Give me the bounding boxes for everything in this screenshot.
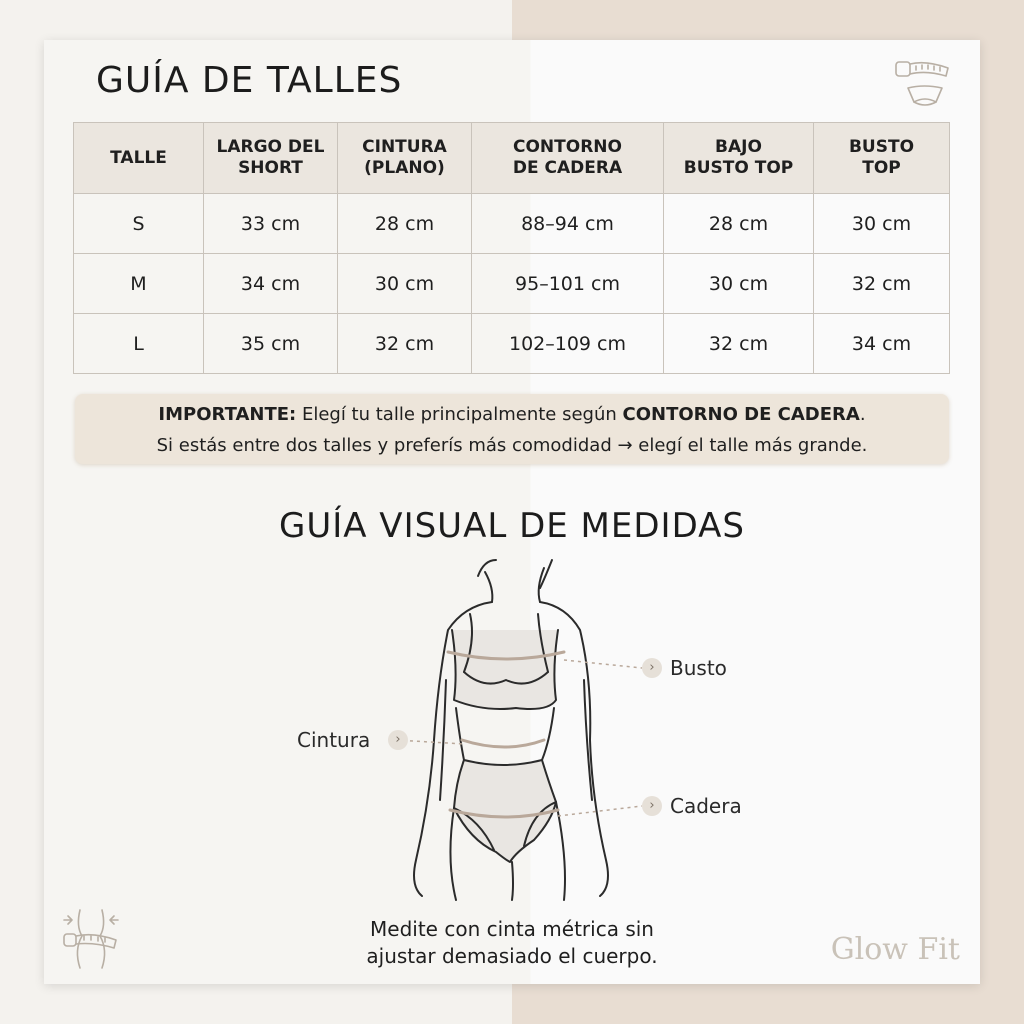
note-text-end: . bbox=[859, 404, 866, 425]
size-guide-card bbox=[44, 40, 980, 984]
table-cell: M bbox=[74, 254, 204, 314]
waist-label: Cintura bbox=[297, 728, 371, 752]
header-contorno-cadera: CONTORNO DE CADERA bbox=[472, 123, 664, 194]
visual-guide-title: GUÍA VISUAL DE MEDIDAS bbox=[278, 506, 745, 546]
waist-chevron-icon: › bbox=[388, 730, 408, 750]
table-cell: 88–94 cm bbox=[472, 194, 664, 254]
table-cell: 32 cm bbox=[338, 314, 472, 374]
hip-chevron-icon: › bbox=[642, 796, 662, 816]
bust-label: Busto bbox=[670, 656, 727, 680]
note-line-2: Si estás entre dos talles y preferís más comodidad → elegí el talle más grande. bbox=[156, 435, 868, 456]
table-cell: 32 cm bbox=[814, 254, 950, 314]
header-talle: TALLE bbox=[74, 123, 204, 194]
header-largo-short: LARGO DEL SHORT bbox=[204, 123, 338, 194]
note-text: Elegí tu talle principalmente según bbox=[296, 404, 623, 425]
brand-logo: Glow Fit bbox=[830, 932, 960, 967]
table-cell: 30 cm bbox=[338, 254, 472, 314]
table-cell: 34 cm bbox=[814, 314, 950, 374]
header-cintura: CINTURA (PLANO) bbox=[338, 123, 472, 194]
table-cell: 34 cm bbox=[204, 254, 338, 314]
hip-label: Cadera bbox=[670, 794, 742, 818]
table-cell: 28 cm bbox=[338, 194, 472, 254]
tip-line-1: Medite con cinta métrica sin bbox=[370, 917, 654, 941]
table-cell: 35 cm bbox=[204, 314, 338, 374]
waist-measure-line bbox=[462, 740, 544, 747]
body-measurement-illustration bbox=[44, 40, 980, 984]
table-cell: S bbox=[74, 194, 204, 254]
tip-line-2: ajustar demasiado el cuerpo. bbox=[366, 944, 658, 968]
header-bajo-busto: BAJO BUSTO TOP bbox=[664, 123, 814, 194]
page-title: GUÍA DE TALLES bbox=[96, 60, 403, 101]
table-cell: 30 cm bbox=[664, 254, 814, 314]
bust-chevron-icon: › bbox=[642, 658, 662, 678]
table-cell: 33 cm bbox=[204, 194, 338, 254]
table-cell: 95–101 cm bbox=[472, 254, 664, 314]
table-cell: 32 cm bbox=[664, 314, 814, 374]
table-cell: 28 cm bbox=[664, 194, 814, 254]
table-cell: 102–109 cm bbox=[472, 314, 664, 374]
note-emphasis: CONTORNO DE CADERA bbox=[622, 404, 860, 425]
header-busto-top: BUSTO TOP bbox=[814, 123, 950, 194]
table-cell: L bbox=[74, 314, 204, 374]
note-lead: IMPORTANTE: bbox=[158, 404, 297, 425]
table-cell: 30 cm bbox=[814, 194, 950, 254]
